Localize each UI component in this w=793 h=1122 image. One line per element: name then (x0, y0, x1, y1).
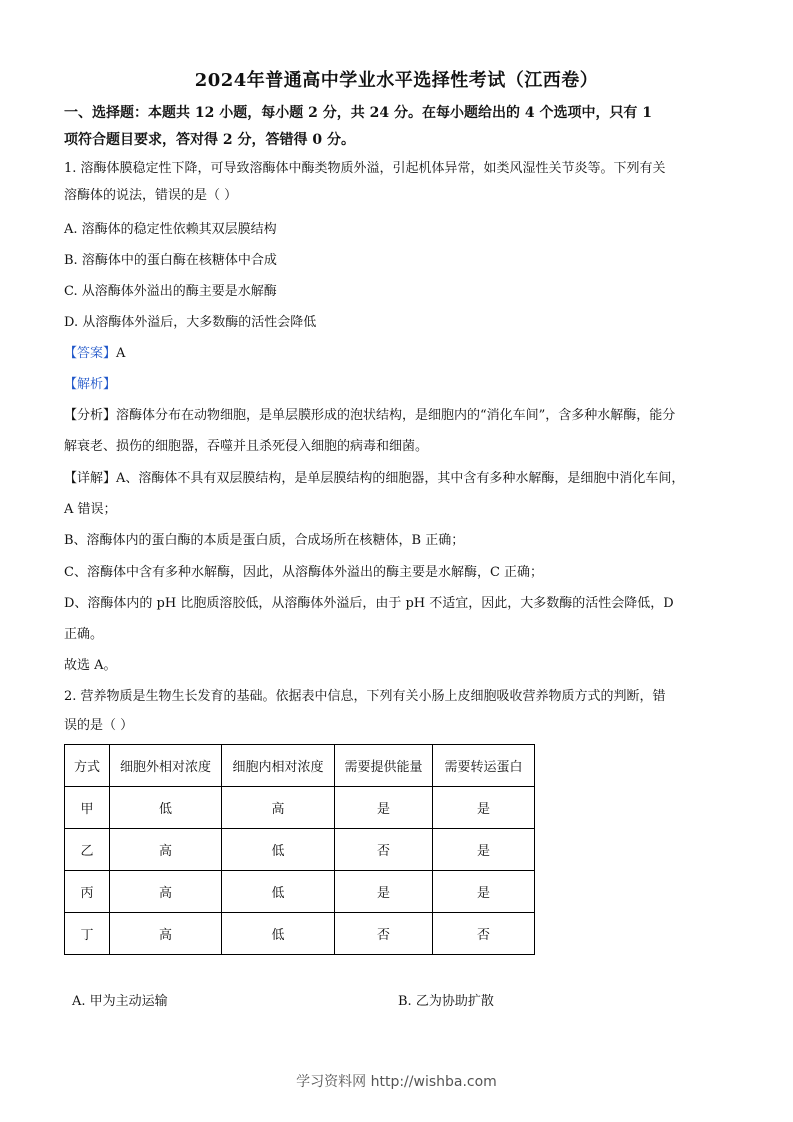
fenxi-tag: 【分析】 (64, 408, 117, 423)
table-row (65, 913, 535, 955)
analysis-tag: 【解析】 (64, 377, 117, 392)
section-heading-line-1: 一、选择题：本题共 12 小题，每小题 2 分，共 24 分。在每小题给出的 4 个选项中，只有 1 (64, 105, 653, 121)
table-cell: 低 (110, 787, 222, 829)
table-row (65, 787, 535, 829)
xiangjie-text-1: A、溶酶体不具有双层膜结构，是单层膜结构的细胞器，其中含有多种水解酶，是细胞中消化车间， (116, 471, 685, 486)
transport-table (64, 744, 535, 955)
table-cell: 丙 (65, 871, 110, 913)
table-cell: 乙 (65, 829, 110, 871)
table-cell: 否 (335, 913, 433, 955)
xiangjie-tag: 【详解】 (64, 471, 117, 486)
table-cell: 高 (222, 787, 335, 829)
q1-option-d: D. 从溶酶体外溢后，大多数酶的活性会降低 (64, 315, 317, 330)
q1-detail-line-3: B、溶酶体内的蛋白酶的本质是蛋白质，合成场所在核糖体，B 正确； (64, 533, 465, 548)
q1-detail-line-6: 正确。 (64, 627, 104, 642)
q1-detail-line-5: D、溶酶体内的 pH 比胞质溶胶低，从溶酶体外溢后，由于 pH 不适宜，因此，大多数酶的活性会降低，D (64, 596, 674, 611)
q1-option-b: B. 溶酶体中的蛋白酶在核糖体中合成 (64, 253, 277, 268)
table-cell: 低 (222, 913, 335, 955)
q1-detail-line-1 (64, 470, 734, 488)
table-header-cell: 细胞外相对浓度 (110, 745, 222, 787)
table-cell: 高 (110, 871, 222, 913)
table-cell: 高 (110, 913, 222, 955)
page-title: 2024年普通高中学业水平选择性考试（江西卷） (194, 70, 599, 91)
q1-option-c: C. 从溶酶体外溢出的酶主要是水解酶 (64, 284, 277, 299)
fenxi-text-1: 溶酶体分布在动物细胞，是单层膜形成的泡状结构，是细胞内的“消化车间”，含多种水解酶，能分 (116, 408, 676, 423)
q1-detail-line-4: C、溶酶体中含有多种水解酶，因此，从溶酶体外溢出的酶主要是水解酶，C 正确； (64, 565, 544, 580)
table-cell: 是 (433, 829, 535, 871)
table-header-cell: 方式 (65, 745, 110, 787)
q2-stem-line-2: 误的是（ ） (64, 718, 134, 733)
section-heading-line-2: 项符合题目要求，答对得 2 分，答错得 0 分。 (64, 132, 355, 148)
q2-option-a: A. 甲为主动运输 (72, 994, 168, 1009)
q2-option-b: B. 乙为协助扩散 (398, 994, 494, 1009)
q1-stem-line-1: 1. 溶酶体膜稳定性下降，可导致溶酶体中酶类物质外溢，引起机体异常，如类风湿性关节炎等。下列有关 (64, 161, 666, 176)
q1-detail-line-2: A 错误； (64, 502, 117, 517)
table-header-row (65, 745, 535, 787)
q1-answer (64, 345, 734, 363)
table-cell: 低 (222, 829, 335, 871)
table-cell: 甲 (65, 787, 110, 829)
q1-stem-line-2: 溶酶体的说法，错误的是（ ） (64, 188, 238, 203)
answer-value: A (116, 346, 126, 361)
answer-tag: 【答案】 (64, 346, 117, 361)
table-cell: 丁 (65, 913, 110, 955)
q1-conclusion: 故选 A。 (64, 658, 117, 673)
table-cell: 是 (433, 787, 535, 829)
q1-option-a: A. 溶酶体的稳定性依赖其双层膜结构 (64, 222, 277, 237)
table-row (65, 829, 535, 871)
q1-analysis-line-2: 解衰老、损伤的细胞器，吞噬并且杀死侵入细胞的病毒和细菌。 (64, 439, 429, 454)
table-header-cell: 需要提供能量 (335, 745, 433, 787)
table-cell: 是 (335, 871, 433, 913)
table-cell: 高 (110, 829, 222, 871)
table-cell: 是 (335, 787, 433, 829)
q1-analysis-line-1 (64, 407, 734, 425)
table-header-cell: 需要转运蛋白 (433, 745, 535, 787)
table-cell: 低 (222, 871, 335, 913)
table-cell: 否 (433, 913, 535, 955)
table-row (65, 871, 535, 913)
table-header-cell: 细胞内相对浓度 (222, 745, 335, 787)
footer-watermark: 学习资料网 http://wishba.com (296, 1074, 497, 1090)
table-cell: 否 (335, 829, 433, 871)
q2-stem-line-1: 2. 营养物质是生物生长发育的基础。依据表中信息，下列有关小肠上皮细胞吸收营养物质方式的判断，错 (64, 689, 666, 704)
table-cell: 是 (433, 871, 535, 913)
